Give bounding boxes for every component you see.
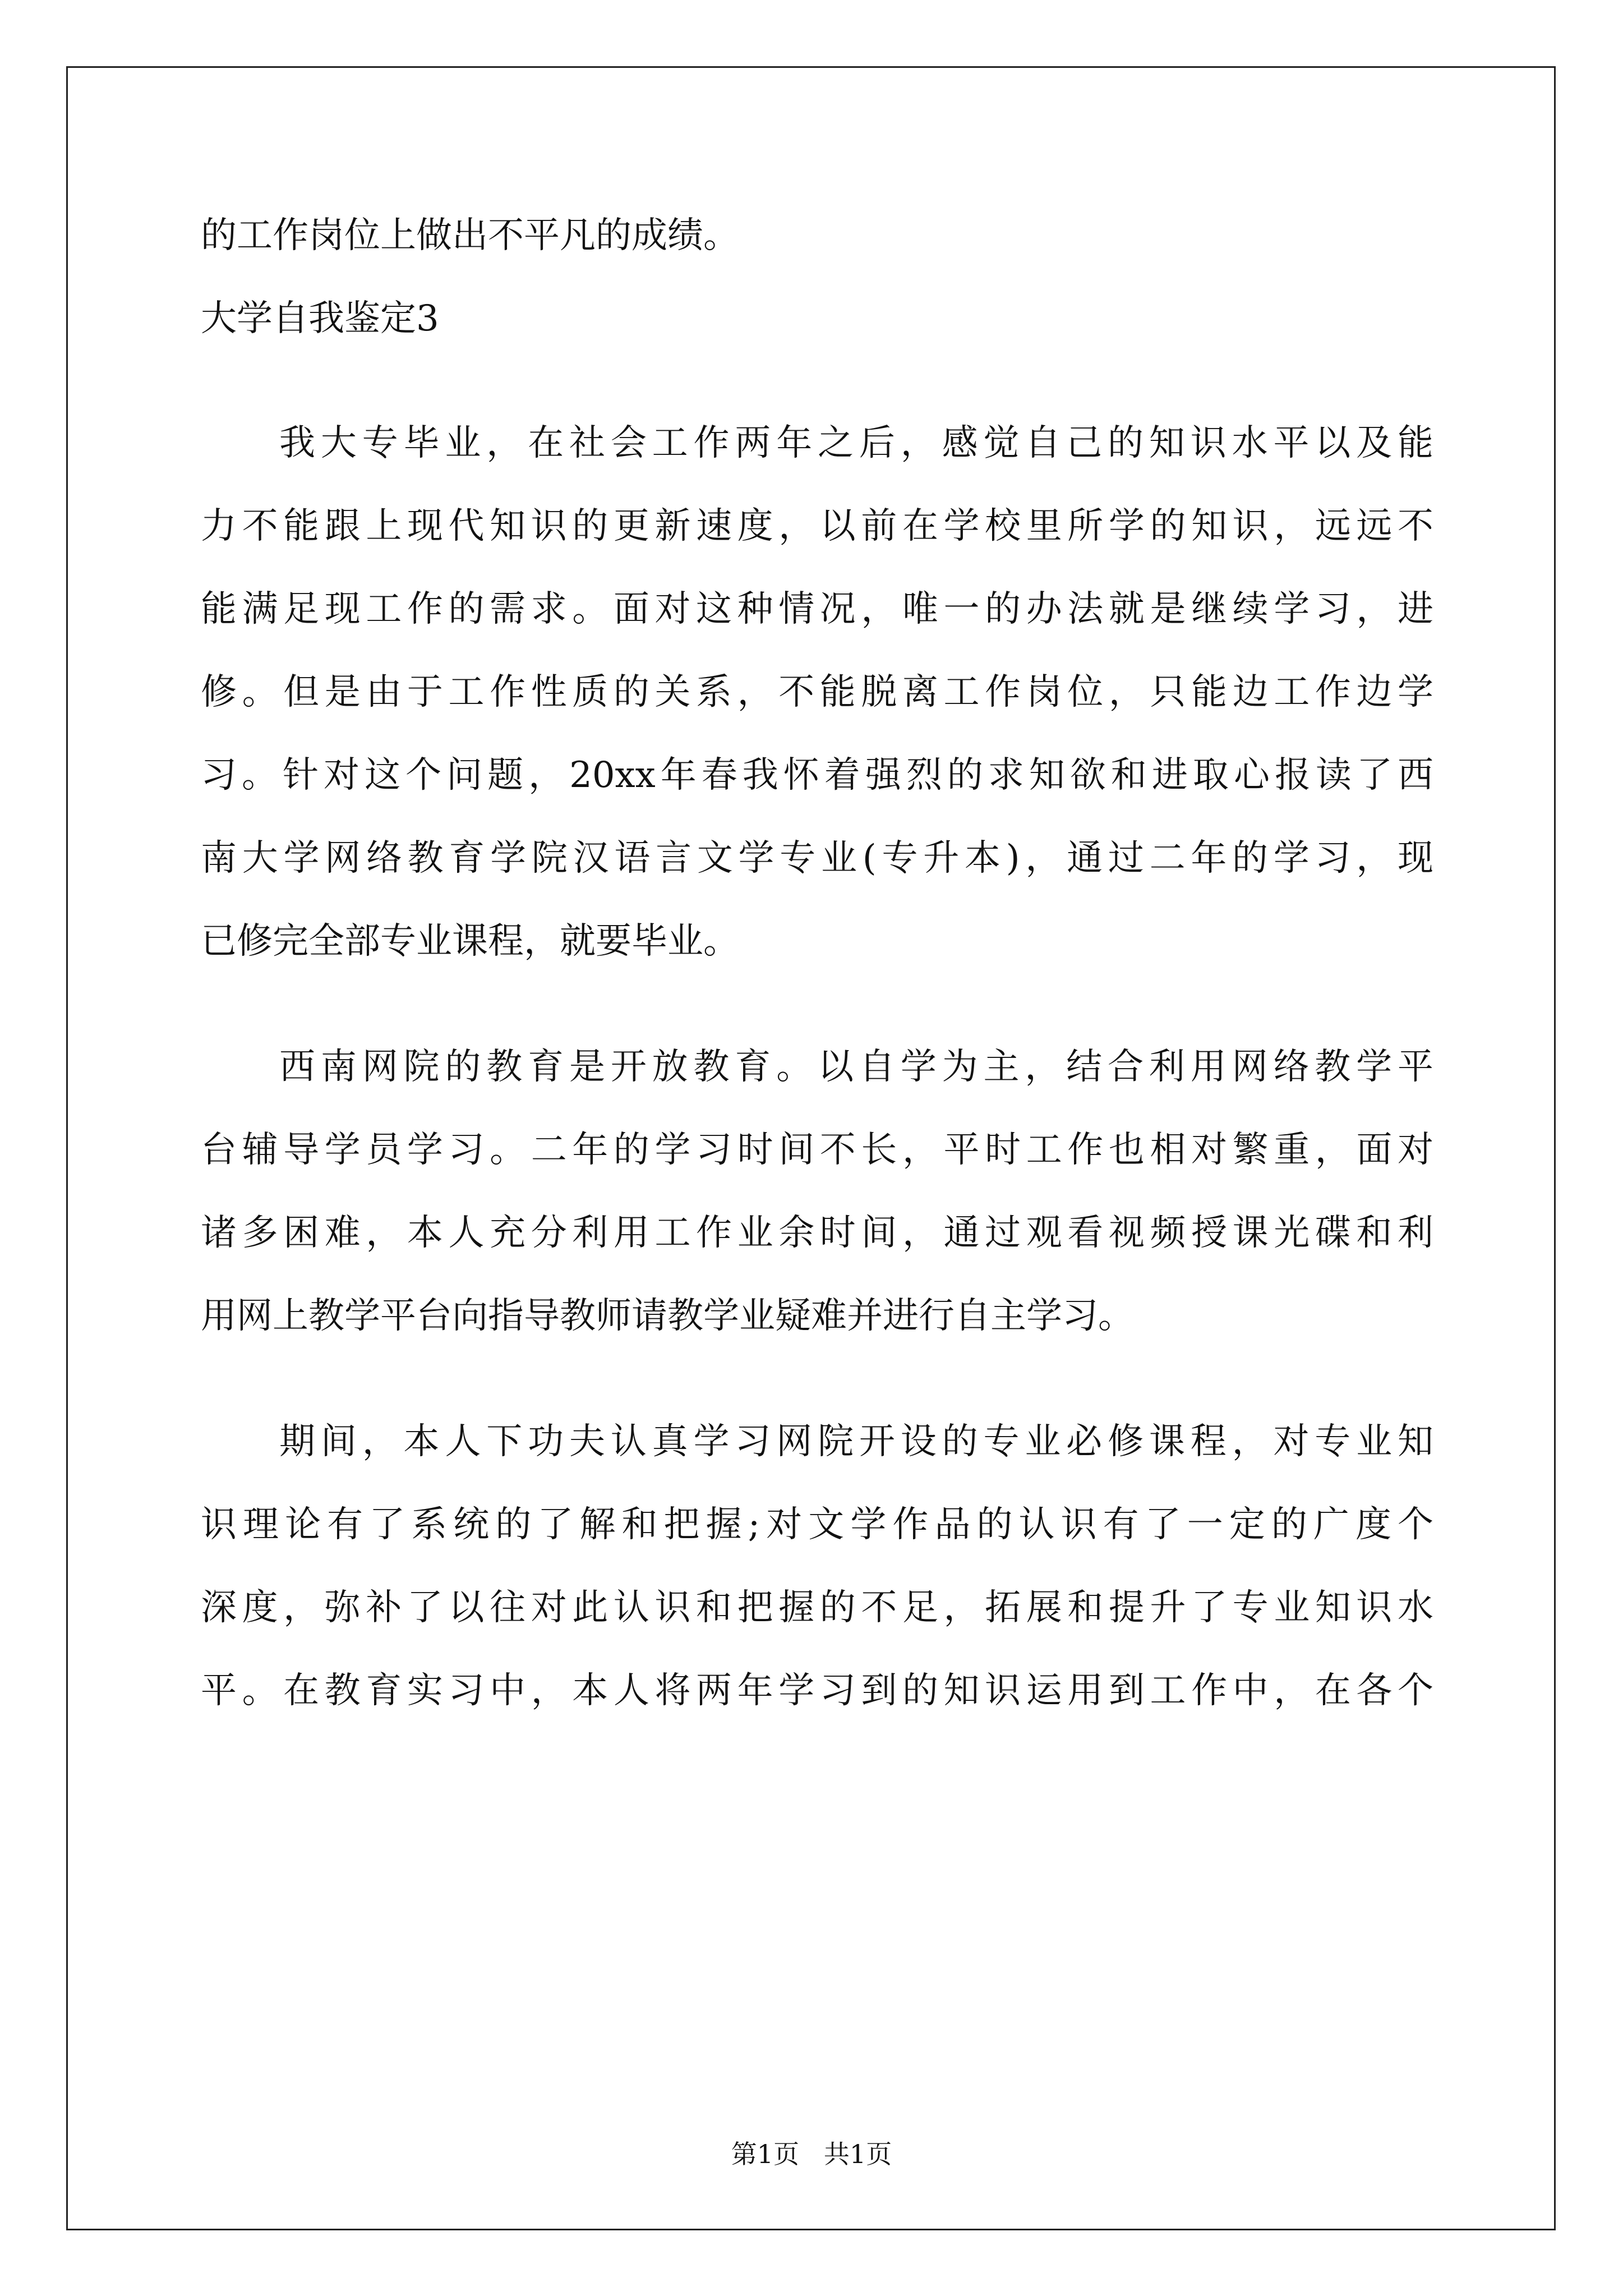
paragraph-line: 修。但是由于工作性质的关系，不能脱离工作岗位，只能边工作边学 bbox=[201, 671, 1433, 713]
paragraph-line: 用网上教学平台向指导教师请教学业疑难并进行自主学习。 bbox=[201, 1295, 1134, 1337]
paragraph-line: 的工作岗位上做出不平凡的成绩。 bbox=[201, 215, 739, 256]
paragraph-line: 力不能跟上现代知识的更新速度，以前在学校里所学的知识，远远不 bbox=[201, 505, 1433, 547]
paragraph-line: 已修完全部专业课程，就要毕业。 bbox=[201, 921, 739, 962]
paragraph-line: 深度，弥补了以往对此认识和把握的不足，拓展和提升了专业知识水 bbox=[201, 1587, 1433, 1628]
paragraph-line: 识理论有了系统的了解和把握;对文学作品的认识有了一定的广度个 bbox=[201, 1504, 1433, 1545]
paragraph-line: 期间，本人下功夫认真学习网院开设的专业必修课程，对专业知 bbox=[279, 1421, 1433, 1462]
paragraph-line: 南大学网络教育学院汉语言文学专业(专升本)，通过二年的学习，现 bbox=[201, 838, 1433, 879]
paragraph-line: 诸多困难，本人充分利用工作业余时间，通过观看视频授课光碟和利 bbox=[201, 1212, 1433, 1254]
page-footer: 第1页 共1页 bbox=[731, 2139, 892, 2169]
paragraph-line: 西南网院的教育是开放教育。以自学为主，结合利用网络教学平 bbox=[279, 1046, 1433, 1088]
section-heading: 大学自我鉴定3 bbox=[201, 298, 439, 339]
paragraph-line: 能满足现工作的需求。面对这种情况，唯一的办法就是继续学习，进 bbox=[201, 588, 1433, 630]
paragraph-line: 我大专毕业，在社会工作两年之后，感觉自己的知识水平以及能 bbox=[279, 422, 1433, 464]
paragraph-line: 习。针对这个问题，20xx年春我怀着强烈的求知欲和进取心报读了西 bbox=[201, 754, 1433, 796]
paragraph-line: 平。在教育实习中，本人将两年学习到的知识运用到工作中，在各个 bbox=[201, 1670, 1433, 1711]
paragraph-line: 台辅导学员学习。二年的学习时间不长，平时工作也相对繁重，面对 bbox=[201, 1129, 1433, 1171]
